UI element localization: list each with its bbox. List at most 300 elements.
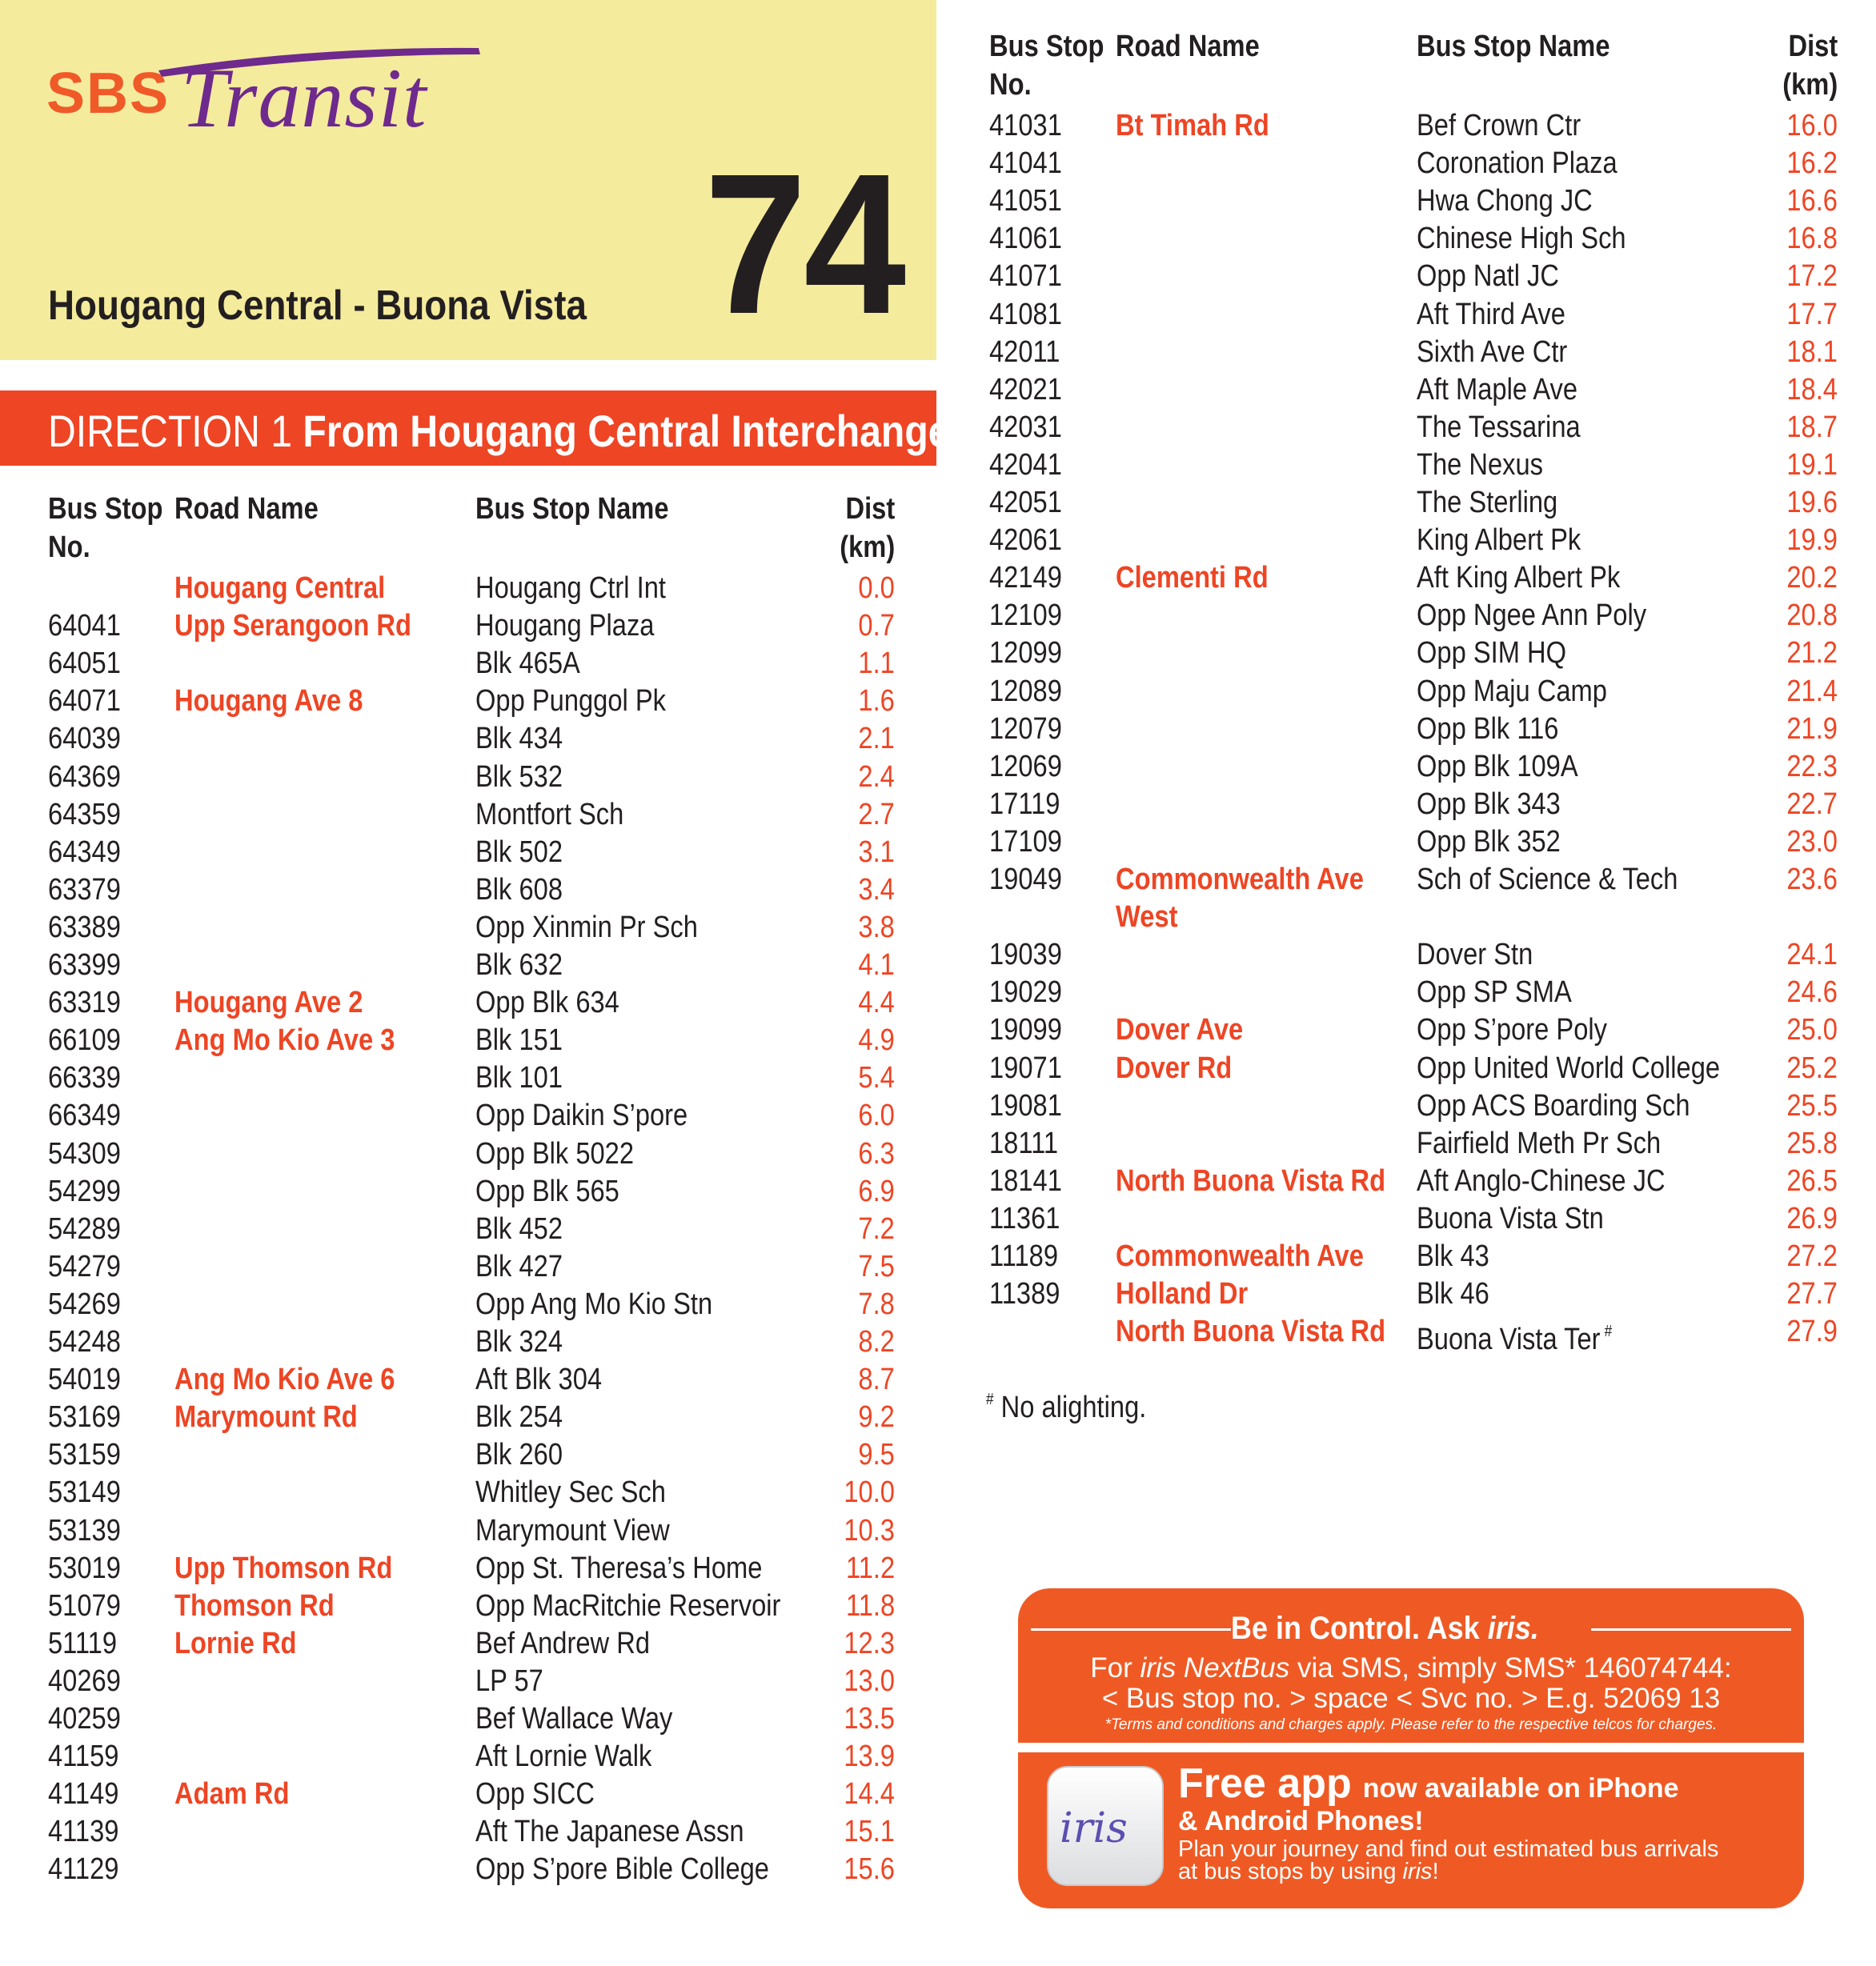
bus-stop-number: 41071: [989, 259, 1062, 294]
bus-stop-name-text: Blk 260: [475, 1438, 563, 1472]
distance-km: 6.9: [858, 1174, 895, 1208]
table-row: [0, 258, 1876, 295]
bus-stop-number: 51119: [48, 1626, 118, 1660]
bus-stop-name-text: Opp SIM HQ: [1417, 636, 1567, 671]
promo-free-app-big: Free app: [1178, 1760, 1352, 1807]
table-row: [0, 597, 1876, 635]
table-row: [0, 145, 1876, 182]
road-name-line1: Clementi Rd: [1116, 561, 1269, 595]
road-name: [174, 1361, 395, 1399]
road-name: [1116, 1238, 1364, 1275]
bus-stop-name: [475, 1474, 666, 1512]
bus-stop-name: [1417, 1050, 1720, 1087]
bus-stop-number: 64039: [48, 722, 121, 756]
bus-stop-name: [1417, 1125, 1661, 1163]
col-head-stop-name-right: Bus Stop Name: [1417, 30, 1610, 63]
bus-stop-number: 66109: [48, 1023, 121, 1058]
table-row: [0, 182, 1876, 220]
promo-free-app: [1178, 1760, 1679, 1808]
direction-label: DIRECTION 1: [48, 406, 293, 456]
road-name: [1116, 1011, 1243, 1049]
bus-stop-name: [1417, 258, 1559, 295]
distance-km: 3.4: [858, 872, 895, 907]
distance-km: 23.6: [1786, 863, 1838, 896]
distance-km: 15.6: [844, 1852, 895, 1887]
table-row: [0, 673, 1876, 711]
col-head-stop-name: Bus Stop Name: [475, 492, 669, 526]
bus-stop-name-text: Opp Blk 352: [1417, 824, 1561, 859]
table-row: [0, 296, 1876, 334]
iris-promo-panel: [1018, 1588, 1804, 1908]
table-row: [0, 974, 1876, 1011]
distance-km: 6.3: [858, 1136, 895, 1171]
table-row: [0, 371, 1876, 409]
col-head-stop-no-right-line1: Bus Stop: [989, 30, 1104, 63]
col-head-stop-no-line1: Bus Stop: [48, 492, 163, 526]
bus-stop-name: [1417, 974, 1572, 1011]
road-name-line1: Upp Serangoon Rd: [174, 609, 411, 643]
bus-stop-name-text: Opp ACS Boarding Sch: [1417, 1088, 1690, 1123]
distance-km: 19.1: [1786, 447, 1838, 482]
bus-stop-name-text: Opp MacRitchie Reservoir: [475, 1588, 781, 1623]
bus-stop-number: 64051: [48, 647, 121, 681]
distance-km: 14.4: [844, 1777, 895, 1812]
bus-stop-name-text: Opp Blk 565: [475, 1174, 619, 1208]
bus-stop-name-text: Blk 502: [475, 835, 563, 869]
bus-stop-name-text: Hwa Chong JC: [1417, 184, 1593, 218]
road-name-line1: Hougang Central: [174, 571, 386, 605]
distance-km: 18.4: [1786, 372, 1838, 406]
table-row: [0, 711, 1876, 748]
table-row: [0, 748, 1876, 786]
promo-sms-post: via SMS, simply SMS* 146074744:: [1297, 1652, 1732, 1684]
bus-stop-number: 66349: [48, 1099, 121, 1133]
bus-stop-name-text: Blk 254: [475, 1400, 563, 1435]
distance-km: 6.0: [858, 1099, 895, 1133]
distance-km: 2.4: [858, 759, 895, 794]
distance-km: 21.4: [1786, 674, 1838, 708]
bus-stop-number: 53159: [48, 1438, 121, 1472]
bus-stop-number: 12109: [989, 599, 1062, 633]
table-row: [0, 1200, 1876, 1238]
bus-stop-name-text: Opp SP SMA: [1417, 975, 1572, 1010]
bus-stop-number: 54019: [48, 1363, 121, 1397]
distance-km: 8.2: [858, 1325, 895, 1359]
bus-stop-number: 64041: [48, 609, 121, 643]
bus-stop-name: [475, 1776, 595, 1813]
bus-stop-name-text: Blk 43: [1417, 1239, 1489, 1273]
road-name-line1: Commonwealth Ave: [1116, 1239, 1364, 1273]
bus-stop-number: 53169: [48, 1400, 121, 1435]
bus-stop-name: [475, 1436, 563, 1474]
table-row: [0, 1474, 1876, 1512]
bus-stop-name-text: Buona Vista Ter: [1417, 1323, 1601, 1357]
road-name-line1: Commonwealth Ave: [1116, 863, 1364, 896]
distance-km: 1.1: [858, 647, 895, 681]
bus-stop-name-text: Blk 452: [475, 1211, 563, 1246]
road-name-line1: Dover Rd: [1116, 1051, 1233, 1085]
distance-km: 2.7: [858, 797, 895, 831]
bus-stop-name-text: Blk 324: [475, 1325, 563, 1359]
bus-stop-name: [1417, 1087, 1690, 1125]
bus-stop-name-text: Buona Vista Stn: [1417, 1201, 1604, 1235]
bus-stop-name-text: Whitley Sec Sch: [475, 1476, 666, 1510]
road-name-line1: Thomson Rd: [174, 1588, 335, 1623]
table-row: [0, 1399, 1876, 1436]
bus-stop-name-text: Hougang Plaza: [475, 609, 655, 643]
bus-stop-name-text: Opp Natl JC: [1417, 259, 1559, 294]
bus-stop-name-text: Opp S’pore Poly: [1417, 1013, 1607, 1047]
bus-stop-name: [1417, 711, 1558, 748]
bus-stop-name-text: Blk 608: [475, 872, 563, 907]
bus-stop-name-text: Aft Maple Ave: [1417, 372, 1578, 406]
logo-transit-text: Transit: [181, 51, 427, 145]
distance-km: 18.7: [1786, 410, 1838, 444]
bus-stop-name-text: Opp Punggol Pk: [475, 684, 667, 719]
distance-km: 12.3: [844, 1626, 895, 1660]
bus-stop-number: 12069: [989, 749, 1062, 783]
distance-km: 11.2: [845, 1551, 895, 1585]
bus-stop-name: [475, 1550, 762, 1588]
distance-km: 7.5: [858, 1249, 895, 1283]
distance-km: 18.1: [1786, 334, 1838, 369]
distance-km: 13.5: [844, 1702, 895, 1736]
distance-km: 27.9: [1786, 1315, 1838, 1349]
road-name-line1: Ang Mo Kio Ave 3: [174, 1023, 395, 1058]
bus-stop-name: [475, 1851, 769, 1888]
bus-stop-number: 41061: [989, 222, 1062, 256]
promo-sms-pre: For: [1090, 1652, 1132, 1684]
table-row: [0, 409, 1876, 446]
bus-stop-name-text: Aft King Albert Pk: [1417, 561, 1621, 595]
bus-stop-number: 19099: [989, 1013, 1062, 1047]
promo-plan-post: !: [1432, 1859, 1439, 1884]
distance-km: 15.1: [844, 1815, 895, 1849]
bus-stop-name-text: Hougang Ctrl Int: [475, 571, 666, 605]
road-name: [174, 1588, 335, 1625]
road-name: [1116, 1313, 1385, 1351]
logo-sbs-text: SBS: [46, 62, 170, 126]
distance-km: 16.0: [1786, 109, 1838, 142]
distance-km: 22.3: [1786, 749, 1838, 783]
road-name-line1: Dover Ave: [1116, 1013, 1244, 1047]
table-row: [0, 786, 1876, 823]
bus-stop-name-text: Sixth Ave Ctr: [1417, 334, 1568, 369]
promo-rule-right: [1591, 1628, 1791, 1631]
road-name-line1: Hougang Ave 8: [174, 684, 363, 719]
distance-km: 24.1: [1786, 938, 1838, 972]
bus-stop-name: [475, 1625, 650, 1663]
bus-stop-name-text: Aft Blk 304: [475, 1363, 603, 1397]
bus-stop-name: [1417, 1313, 1612, 1359]
bus-stop-number: 54289: [48, 1211, 121, 1246]
distance-km: 23.0: [1786, 824, 1838, 859]
distance-km: 27.7: [1786, 1277, 1838, 1311]
bus-stop-number: 42149: [989, 561, 1062, 595]
direction-from: From Hougang Central Interchange: [303, 406, 950, 456]
bus-stop-name: [1417, 1200, 1604, 1238]
bus-stop-name: [1417, 296, 1565, 334]
table-row: [0, 936, 1876, 974]
bus-stop-number: 12099: [989, 636, 1062, 671]
road-name-line2: West: [1116, 900, 1178, 934]
bus-stop-name-text: Opp Blk 109A: [1417, 749, 1578, 783]
distance-km: 2.1: [858, 722, 895, 756]
bus-stop-name-text: Blk 465A: [475, 647, 580, 681]
promo-sms-line1: [1018, 1652, 1804, 1684]
road-name: [1116, 1163, 1385, 1200]
distance-km: 19.6: [1786, 486, 1838, 519]
promo-sms-line2: < Bus stop no. > space < Svc no. > E.g. 52069 13: [1101, 1683, 1721, 1714]
table-row: [0, 1512, 1876, 1550]
bus-stop-number: 41149: [48, 1777, 119, 1812]
bus-stop-name: [475, 1361, 602, 1399]
bus-stop-name-text: Opp Xinmin Pr Sch: [475, 910, 698, 944]
distance-km: 25.2: [1786, 1051, 1838, 1085]
distance-km: 13.0: [844, 1664, 895, 1698]
bus-stop-number: 63319: [48, 986, 121, 1020]
bus-stop-name-text: Opp Daikin S’pore: [475, 1099, 688, 1133]
table-row: [0, 1050, 1876, 1087]
bus-stop-number: 18141: [989, 1163, 1062, 1198]
bus-stop-number: 41031: [989, 109, 1062, 142]
bus-stop-name: [1417, 182, 1593, 220]
distance-km: 25.0: [1786, 1013, 1838, 1047]
bus-stop-name-text: Blk 532: [475, 759, 563, 794]
bus-stop-name-text: Chinese High Sch: [1417, 222, 1626, 256]
bus-stop-name: [1417, 597, 1646, 635]
bus-stop-name-text: Opp Blk 343: [1417, 787, 1561, 821]
distance-km: 17.7: [1786, 297, 1838, 331]
bus-stop-number: 42011: [989, 334, 1060, 369]
bus-stop-number: 63389: [48, 910, 121, 944]
bus-stop-name: [1417, 220, 1626, 258]
distance-km: 9.2: [858, 1400, 895, 1435]
table-row: [0, 1436, 1876, 1474]
bus-stop-number: 42021: [989, 372, 1062, 406]
distance-km: 16.2: [1786, 146, 1838, 181]
bus-stop-name: [1417, 371, 1577, 409]
distance-km: 4.1: [858, 948, 895, 982]
table-row: [0, 1163, 1876, 1200]
col-head-dist-unit: (km): [839, 531, 895, 564]
bus-stop-name: [1417, 446, 1543, 484]
bus-stop-name: [1417, 748, 1578, 786]
table-row: [0, 559, 1876, 597]
bus-stop-number: 40259: [48, 1702, 121, 1736]
footnote-mark: #: [986, 1391, 994, 1408]
bus-stop-number: 41081: [989, 297, 1062, 331]
bus-stop-number: 64349: [48, 835, 121, 869]
promo-free-app-line2: & Android Phones!: [1178, 1806, 1424, 1836]
bus-stop-number: 11389: [989, 1277, 1060, 1311]
bus-stop-number: 54299: [48, 1174, 121, 1208]
bus-stop-number: 64359: [48, 797, 121, 831]
table-row: [0, 635, 1876, 672]
bus-stop-number: 63379: [48, 872, 121, 907]
road-name-line1: Hougang Ave 2: [174, 986, 363, 1020]
distance-km: 21.9: [1786, 711, 1838, 746]
bus-stop-number: 42041: [989, 447, 1062, 482]
bus-stop-name-text: Bef Andrew Rd: [475, 1626, 650, 1660]
bus-stop-number: 12089: [989, 674, 1062, 708]
bus-stop-name: [475, 1663, 543, 1700]
road-name: [1116, 1050, 1232, 1087]
distance-km: 25.8: [1786, 1126, 1838, 1160]
col-head-dist-line1: Dist: [845, 492, 895, 526]
bus-stop-name: [1417, 861, 1678, 899]
bus-stop-name-text: Coronation Plaza: [1417, 146, 1617, 181]
distance-km: 20.8: [1786, 599, 1838, 633]
bus-stop-number: 41051: [989, 184, 1062, 218]
distance-km: 27.2: [1786, 1239, 1838, 1273]
col-head-dist-right: [1782, 27, 1838, 104]
bus-stop-name-text: The Sterling: [1417, 486, 1558, 519]
road-name-line1: Upp Thomson Rd: [174, 1551, 393, 1585]
bus-stop-number: 53019: [48, 1551, 121, 1585]
bus-stop-number: 54279: [48, 1249, 121, 1283]
bus-stop-number: 41159: [48, 1740, 119, 1774]
bus-stop-name: [475, 1700, 672, 1738]
bus-stop-name: [1417, 1238, 1489, 1275]
bus-stop-number: 42031: [989, 410, 1062, 444]
distance-km: 4.9: [858, 1023, 895, 1058]
road-name: [174, 1550, 392, 1588]
bus-stop-name-text: Opp St. Theresa’s Home: [475, 1551, 763, 1585]
bus-stop-name-text: Blk 101: [475, 1061, 563, 1095]
distance-km: 3.8: [858, 910, 895, 944]
bus-stop-number: 11361: [989, 1201, 1060, 1235]
distance-km: 20.2: [1786, 561, 1838, 595]
col-head-road-right: Road Name: [1116, 30, 1260, 63]
bus-stop-name-text: LP 57: [475, 1664, 543, 1698]
distance-km: 16.6: [1786, 184, 1838, 218]
bus-stop-name: [1417, 559, 1620, 597]
bus-stop-name: [475, 1738, 651, 1776]
bus-stop-name: [475, 1399, 563, 1436]
bus-stop-number: 11189: [989, 1239, 1059, 1273]
bus-stop-number: 18111: [989, 1126, 1059, 1160]
bus-stop-name: [1417, 1011, 1607, 1049]
bus-stop-number: 17109: [989, 824, 1062, 859]
table-row: [0, 220, 1876, 258]
route-name: Hougang Central - Buona Vista: [48, 282, 587, 329]
bus-stop-name-text: Aft Third Ave: [1417, 297, 1565, 331]
footnote: [986, 1391, 1146, 1425]
col-head-dist-right-unit: (km): [1782, 68, 1838, 102]
distance-km: 5.4: [858, 1061, 895, 1095]
distance-km: 7.2: [858, 1211, 895, 1246]
route-number: 74: [704, 132, 904, 355]
distance-km: 26.9: [1786, 1201, 1838, 1235]
road-name: [174, 1776, 289, 1813]
promo-divider: [1018, 1743, 1804, 1752]
road-name-line1: Adam Rd: [174, 1777, 290, 1812]
distance-km: 4.4: [858, 986, 895, 1020]
bus-stop-number: 12079: [989, 711, 1062, 746]
table-row: [0, 1361, 1876, 1399]
distance-km: 9.5: [858, 1438, 895, 1472]
distance-km: 24.6: [1786, 975, 1838, 1010]
bus-stop-name-text: Bef Wallace Way: [475, 1702, 673, 1736]
table-row: [0, 484, 1876, 522]
bus-stop-name-text: Opp Ang Mo Kio Stn: [475, 1287, 713, 1321]
footnote-text: No alighting.: [1000, 1391, 1147, 1424]
bus-stop-name-text: Opp Maju Camp: [1417, 674, 1607, 708]
col-head-stop-no-right: [989, 27, 1104, 104]
bus-stop-name-text: The Tessarina: [1417, 410, 1581, 444]
bus-stop-name: [1417, 936, 1533, 974]
no-alighting-mark: #: [1604, 1323, 1613, 1341]
bus-stop-number: 53149: [48, 1476, 121, 1510]
bus-stop-number: 41129: [48, 1852, 119, 1887]
bus-stop-name: [1417, 823, 1561, 861]
bus-stop-name-text: Opp Blk 116: [1417, 711, 1559, 746]
bus-stop-name-text: Blk 632: [475, 948, 563, 982]
promo-headline: [1231, 1611, 1539, 1647]
distance-km: 17.2: [1786, 259, 1838, 294]
bus-stop-number: 54269: [48, 1287, 121, 1321]
promo-plan-iris: iris: [1402, 1859, 1433, 1884]
table-row: [0, 1125, 1876, 1163]
bus-stop-name: [1417, 635, 1566, 672]
bus-stop-name-text: Montfort Sch: [475, 797, 624, 831]
promo-plan-line2: [1178, 1859, 1439, 1885]
bus-stop-name-text: Opp United World College: [1417, 1051, 1721, 1085]
bus-stop-name-text: Aft Anglo-Chinese JC: [1417, 1163, 1666, 1198]
table-row: [0, 446, 1876, 484]
bus-stop-name-text: Marymount View: [475, 1513, 670, 1548]
promo-sms-nextbus: iris NextBus: [1140, 1652, 1290, 1684]
bus-stop-number: 51079: [48, 1588, 121, 1623]
distance-km: 7.8: [858, 1287, 895, 1321]
table-row: [0, 107, 1876, 145]
bus-stop-name: [1417, 107, 1581, 145]
bus-stop-number: 41139: [48, 1815, 119, 1849]
road-name-line1: North Buona Vista Rd: [1116, 1315, 1386, 1349]
bus-stop-name-text: Blk 434: [475, 722, 563, 756]
bus-stop-number: 42061: [989, 523, 1062, 558]
distance-km: 16.8: [1786, 222, 1838, 256]
table-row: [0, 334, 1876, 371]
promo-free-app-small: now available on iPhone: [1362, 1773, 1679, 1804]
promo-terms: *Terms and conditions and charges apply. Please refer to the respective telcos for charges.: [1104, 1716, 1718, 1733]
bus-stop-name: [475, 1813, 744, 1851]
distance-km: 25.5: [1786, 1088, 1838, 1123]
distance-km: 0.0: [858, 571, 895, 605]
road-name: [174, 1399, 358, 1436]
road-name-line1: Ang Mo Kio Ave 6: [174, 1363, 395, 1397]
road-name: [1116, 107, 1269, 145]
promo-plan-pre: at bus stops by using: [1178, 1859, 1397, 1884]
promo-rule-left: [1031, 1628, 1231, 1631]
bus-stop-name: [1417, 786, 1561, 823]
bus-stop-name-text: Aft The Japanese Assn: [475, 1815, 744, 1849]
bus-stop-name: [1417, 145, 1617, 182]
table-row: [0, 1275, 1876, 1313]
road-name-line1: Bt Timah Rd: [1116, 109, 1269, 142]
road-name-line1: Marymount Rd: [174, 1400, 358, 1435]
road-name: [1116, 1275, 1248, 1313]
distance-km: 19.9: [1786, 523, 1838, 558]
col-head-stop-no-right-line2: No.: [989, 68, 1032, 102]
table-row: [0, 1313, 1876, 1357]
col-head-road: Road Name: [174, 492, 319, 526]
bus-stop-number: 54309: [48, 1136, 121, 1171]
bus-stop-number: 64369: [48, 759, 121, 794]
bus-stop-name-text: Blk 151: [475, 1023, 563, 1058]
bus-stop-name-text: Blk 46: [1417, 1277, 1489, 1311]
